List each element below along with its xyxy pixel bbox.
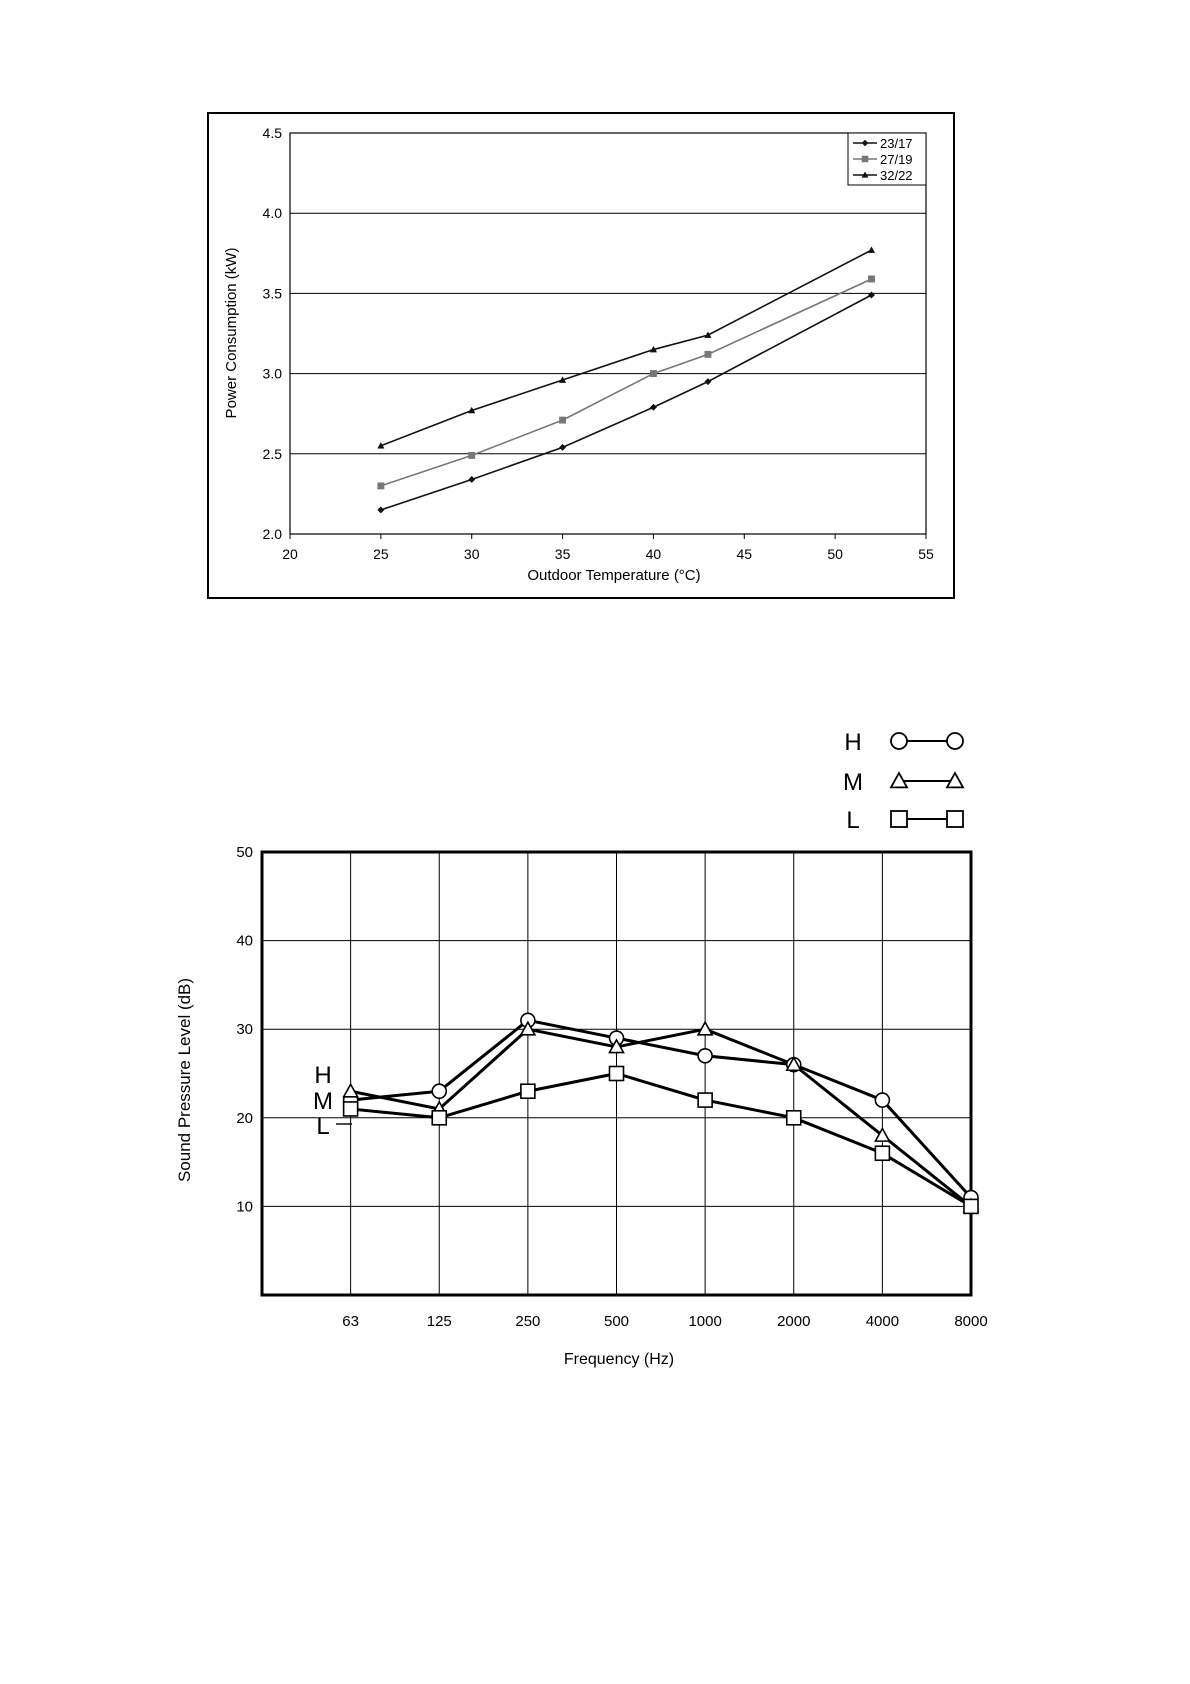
chart2-y-tick-label: 50: [236, 844, 253, 861]
chart1-legend-label: 27/19: [880, 152, 913, 167]
chart2-legend-marker: [891, 811, 907, 827]
chart2-x-tick-label: 250: [515, 1313, 541, 1330]
chart1-x-tick-label: 50: [827, 546, 843, 562]
chart1-y-tick-label: 2.5: [262, 445, 282, 462]
chart1-x-tick-label: 40: [645, 546, 662, 562]
chart2-data-point: [344, 1102, 358, 1116]
chart2-data-point: [875, 1093, 889, 1107]
chart2-data-point: [787, 1111, 801, 1125]
chart2-data-point: [698, 1093, 712, 1107]
chart1-x-tick-label: 45: [736, 546, 753, 562]
chart2-y-tick-label: 40: [236, 932, 253, 950]
chart1-y-tick-label: 4.5: [262, 125, 282, 141]
chart2-x-axis-label: Frequency (Hz): [563, 1351, 675, 1368]
chart1-y-tick-label: 2.0: [262, 526, 282, 542]
chart1-y-tick-label: 3.5: [262, 285, 282, 302]
chart2-legend: [843, 729, 963, 834]
chart2-data-point: [521, 1084, 535, 1098]
chart2-data-point: [432, 1084, 446, 1098]
chart2-y-axis-label: Sound Pressure Level (dB): [175, 977, 194, 1183]
chart1-x-tick-label: 35: [554, 546, 571, 562]
chart2-data-point: [698, 1049, 712, 1063]
chart2-data-point: [698, 1022, 712, 1035]
chart2-legend-marker: [891, 733, 907, 749]
chart2-y-tick-label: 10: [236, 1198, 253, 1216]
chart2-legend-marker: [947, 811, 963, 827]
chart2-legend-marker: [947, 733, 963, 749]
chart2-x-tick-label: 63: [342, 1313, 359, 1330]
chart2-data-point: [432, 1111, 446, 1125]
chart1-y-tick-label: 4.0: [262, 205, 282, 222]
chart2-legend-label: L: [846, 807, 860, 834]
chart2-x-tick-label: 4000: [865, 1313, 900, 1330]
chart2-side-label: L: [316, 1113, 330, 1140]
chart2-side-label: H: [314, 1062, 332, 1089]
chart2-legend-label: H: [844, 729, 862, 756]
chart1-x-axis-label: Outdoor Temperature (°C): [527, 567, 701, 584]
chart1-y-tick-label: 3.0: [262, 365, 282, 382]
chart2-x-tick-label: 1000: [688, 1313, 722, 1330]
chart2-x-tick-label: 125: [426, 1313, 452, 1330]
chart1-x-tick-label: 30: [463, 546, 480, 562]
chart2-data-point: [344, 1084, 358, 1097]
chart1-legend-label: 23/17: [880, 136, 913, 151]
chart2-x-tick-labels: [342, 1313, 987, 1330]
chart1-legend-label: 32/22: [880, 168, 913, 183]
chart1-x-tick-label: 55: [918, 546, 934, 562]
chart2-data-point: [610, 1067, 624, 1081]
chart2-y-tick-label: 20: [236, 1109, 253, 1127]
chart2-legend-label: M: [843, 769, 863, 796]
chart1-x-tick-label: 25: [373, 546, 389, 562]
chart2-x-tick-label: 8000: [954, 1313, 988, 1330]
chart2-data-point: [875, 1146, 889, 1160]
chart2-x-tick-label: 2000: [777, 1313, 811, 1330]
chart1-y-axis-label: Power Consumption (kW): [223, 247, 240, 419]
chart1-x-tick-label: 20: [282, 546, 298, 562]
chart2-y-tick-labels: [236, 844, 253, 1215]
chart2-x-tick-label: 500: [603, 1313, 630, 1330]
chart2-data-point: [964, 1199, 978, 1213]
chart2-y-tick-label: 30: [236, 1021, 253, 1039]
chart2-side-label: M: [313, 1088, 333, 1115]
